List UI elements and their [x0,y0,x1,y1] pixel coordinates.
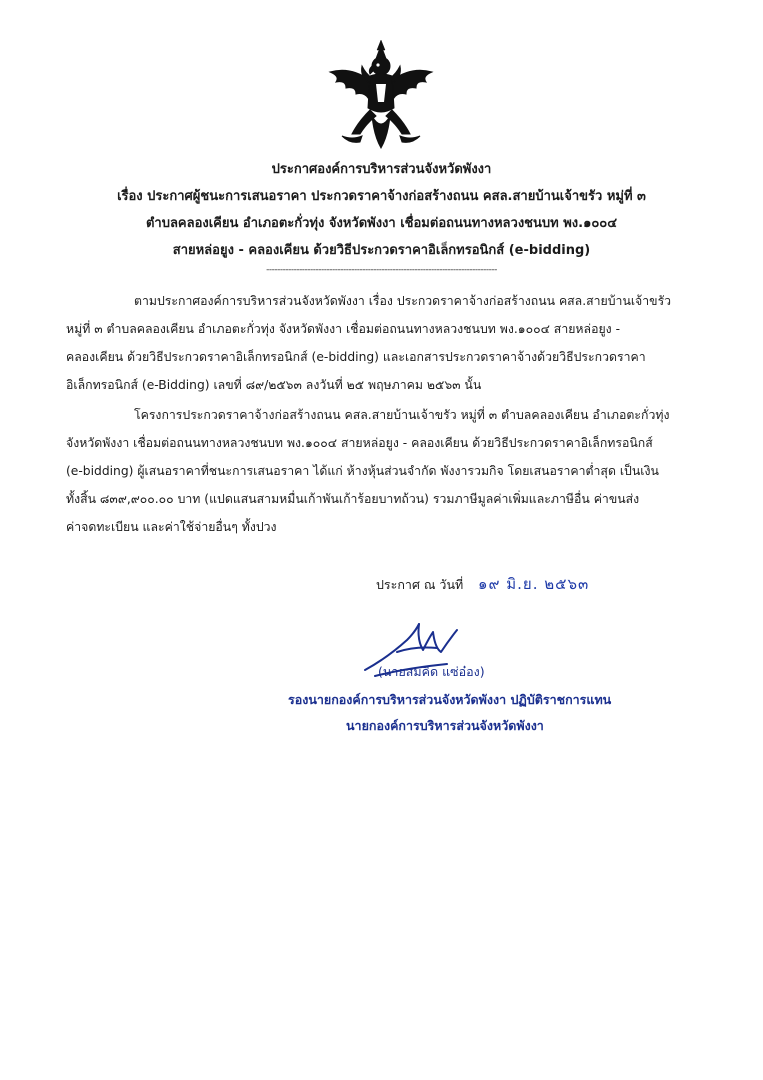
paragraph-2-line: จังหวัดพังงา เชื่อมต่อถนนทางหลวงชนบท พง.๑๐๐๔ สายหล่อยูง - คลองเคียน ด้วยวิธีประกวดราคาอิเล็กทรอนิกส์ [66,436,653,450]
signer-title-line-2: นายกองค์การบริหารส่วนจังหวัดพังงา [346,718,544,733]
header-line-4: สายหล่อยูง - คลองเคียน ด้วยวิธีประกวดราคาอิเล็กทรอนิกส์ (e-bidding) [172,243,591,258]
paragraph-2-line: ค่าจดทะเบียน และค่าใช้จ่ายอื่นๆ ทั้งปวง [66,520,277,534]
paragraph-1-line: อิเล็กทรอนิกส์ (e-Bidding) เลขที่ ๘๙/๒๕๖๓ ลงวันที่ ๒๕ พฤษภาคม ๒๕๖๓ นั้น [66,378,482,392]
paragraph-2-line: (e-bidding) ผู้เสนอราคาที่ชนะการเสนอราคา ได้แก่ ห้างหุ้นส่วนจำกัด พังงารวมกิจ โดยเสนอราคาต่ำสุด เป็นเงิน [66,464,659,478]
announce-date-label: ประกาศ ณ วันที่ [376,577,464,592]
paragraph-1-line: ตามประกาศองค์การบริหารส่วนจังหวัดพังงา เรื่อง ประกวดราคาจ้างก่อสร้างถนน คสล.สายบ้านเจ้าขรัว [134,294,672,308]
paragraph-1-line: คลองเคียน ด้วยวิธีประกวดราคาอิเล็กทรอนิกส์ (e-bidding) และเอกสารประกวดราคาจ้างด้วยวิธีประกวดราคา [66,350,646,364]
garuda-emblem-icon [322,36,440,156]
header-line-3: ตำบลคลองเคียน อำเภอตะกั่วทุ่ง จังหวัดพังงา เชื่อมต่อถนนทางหลวงชนบท พง.๑๐๐๔ [145,216,618,231]
separator-dashes: ------------------------------------------------------------------------------------ [266,265,497,275]
signer-title-line-1: รองนายกองค์การบริหารส่วนจังหวัดพังงา ปฏิบัติราชการแทน [288,692,612,707]
paragraph-2-line: ทั้งสิ้น ๘๓๙,๙๐๐.๐๐ บาท (แปดแสนสามหมื่นเก้าพันเก้าร้อยบาทถ้วน) รวมภาษีมูลค่าเพิ่มและภาษีอื่น ค่าขนส่ง [66,492,640,506]
paragraph-2-line: โครงการประกวดราคาจ้างก่อสร้างถนน คสล.สายบ้านเจ้าขรัว หมู่ที่ ๓ ตำบลคลองเคียน อำเภอตะกั่วทุ่ง [134,408,670,422]
header-subject-line: เรื่อง ประกาศผู้ชนะการเสนอราคา ประกวดราคาจ้างก่อสร้างถนน คสล.สายบ้านเจ้าขรัว หมู่ที่ ๓ [117,189,646,204]
paragraph-1-line: หมู่ที่ ๓ ตำบลคลองเคียน อำเภอตะกั่วทุ่ง จังหวัดพังงา เชื่อมต่อถนนทางหลวงชนบท พง.๑๐๐๔ สายหล่อยูง - [66,322,621,336]
header-line-1: ประกาศองค์การบริหารส่วนจังหวัดพังงา [271,162,492,177]
announce-date-handwritten: ๑๙ มิ.ย. ๒๕๖๓ [478,575,590,593]
signer-name: (นายสมคิด แซ่อ๋อง) [378,664,485,679]
